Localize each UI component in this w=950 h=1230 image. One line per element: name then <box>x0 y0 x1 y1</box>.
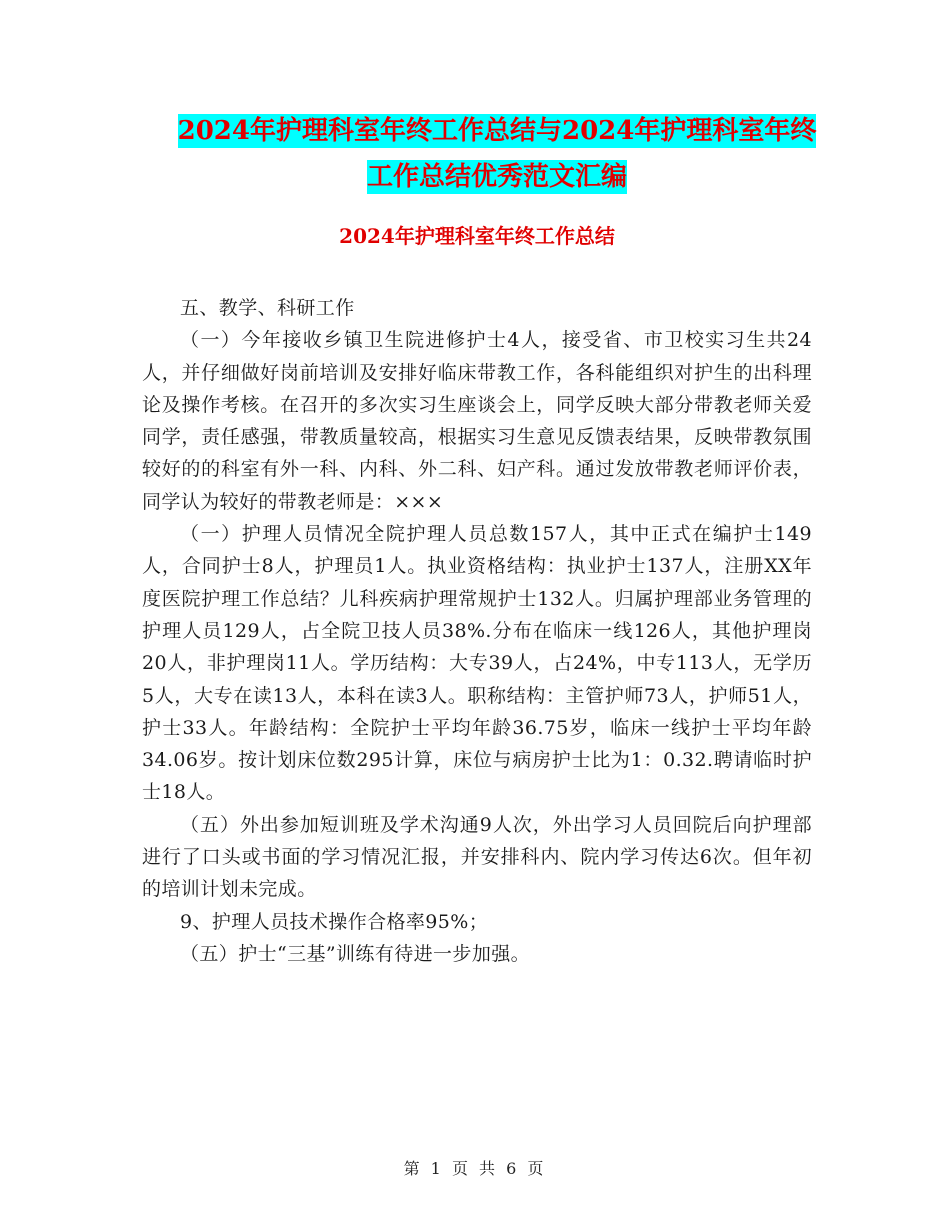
paragraph: （一）护理人员情况全院护理人员总数157人，其中正式在编护士149人，合同护士8人，护理员1人。执业资格结构：执业护士137人，注册XX年度医院护理工作总结？儿科疾病护理常规护士132人。归属护理部业务管理的护理人员129人，占全院卫技人员38%.分布在临床一线126人，其他护理岗20人，非护理岗11人。学历结构：大专39人，占24%，中专113人，无学历5人，大专在读13人，本科在读3人。职称结构：主管护师73人，护师51人，护士33人。年龄结构：全院护士平均年龄36.75岁，临床一线护士平均年龄34.06岁。按计划床位数295计算，床位与病房护士比为1：0.32.聘请临时护士18人。 <box>142 523 812 804</box>
section-title: 2024年护理科室年终工作总结 <box>339 224 615 248</box>
paragraph: （五）外出参加短训班及学术沟通9人次，外出学习人员回院后向护理部进行了口头或书面的学习情况汇报，并安排科内、院内学习传达6次。但年初的培训计划未完成。 <box>142 813 812 901</box>
document-title-line2: 工作总结优秀范文汇编 <box>366 162 627 192</box>
paragraph: 五、教学、科研工作 <box>180 297 355 319</box>
document-title-line1: 2024年护理科室年终工作总结与2024年护理科室年终 <box>177 116 817 146</box>
paragraph: （一）今年接收乡镇卫生院进修护士4人，接受省、市卫校实习生共24人，并仔细做好岗前培训及安排好临床带教工作，各科能组织对护生的出科理论及操作考核。在召开的多次实习生座谈会上，同学反映大部分带教老师关爱同学，责任感强，带教质量较高，根据实习生意见反馈表结果，反映带教氛围较好的的科室有外一科、内科、外二科、妇产科。通过发放带教老师评价表，同学认为较好的带教老师是：××× <box>142 329 812 513</box>
document-body <box>142 292 812 970</box>
document-title <box>142 108 852 200</box>
paragraph: （五）护士“三基”训练有待进一步加强。 <box>180 942 531 965</box>
page-footer: 第 1 页 共 6 页 <box>403 1159 547 1178</box>
paragraph: 9、护理人员技术操作合格率95%； <box>180 910 489 933</box>
